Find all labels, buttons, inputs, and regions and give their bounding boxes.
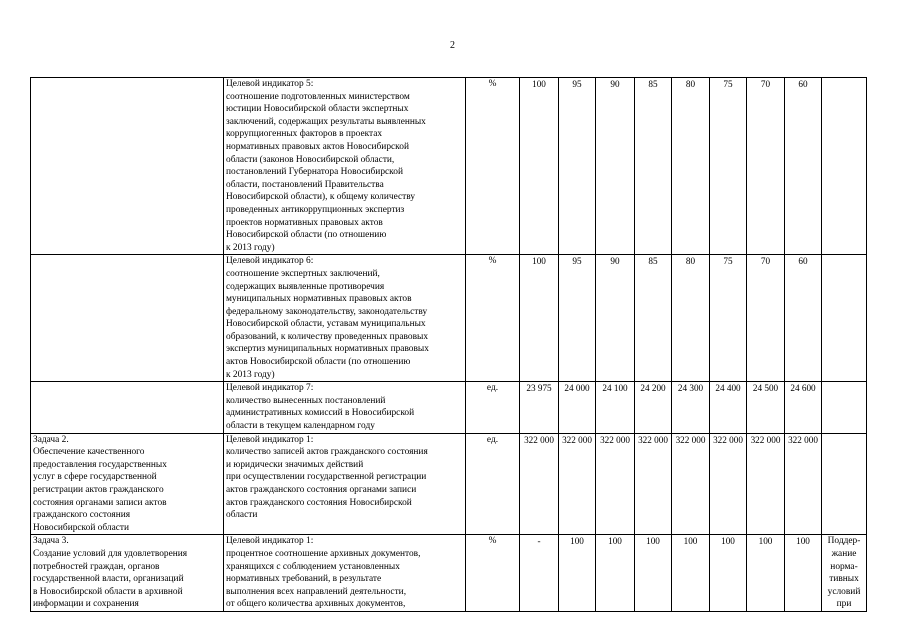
task-cell bbox=[31, 382, 224, 433]
unit-cell: % bbox=[466, 78, 520, 255]
value-cell: 75 bbox=[710, 255, 747, 382]
page-number: 2 bbox=[450, 40, 455, 51]
unit-cell: % bbox=[466, 255, 520, 382]
table-row bbox=[31, 78, 867, 255]
value-cell: 95 bbox=[559, 255, 596, 382]
value-cell: 322 000 bbox=[747, 433, 785, 535]
value-cell: 100 bbox=[672, 535, 710, 612]
value-cell: 90 bbox=[596, 255, 635, 382]
value-cell: 70 bbox=[747, 255, 785, 382]
value-cell: 322 000 bbox=[785, 433, 822, 535]
value-cell: 322 000 bbox=[672, 433, 710, 535]
value-cell: 100 bbox=[596, 535, 635, 612]
value-cell: 80 bbox=[672, 78, 710, 255]
note-cell bbox=[822, 433, 867, 535]
value-cell: 100 bbox=[710, 535, 747, 612]
value-cell: 24 400 bbox=[710, 382, 747, 433]
task-cell bbox=[31, 78, 224, 255]
value-cell: 90 bbox=[596, 78, 635, 255]
unit-cell: ед. bbox=[466, 433, 520, 535]
value-cell: 24 100 bbox=[596, 382, 635, 433]
value-cell: 24 500 bbox=[747, 382, 785, 433]
unit-cell: % bbox=[466, 535, 520, 612]
table-row bbox=[31, 382, 867, 433]
indicator-cell: Целевой индикатор 1: количество записей актов гражданского состояния и юридически значимых действий при осуществлении государственной регистрации актов гражданского состояния органами записи актов гражданского состояния Новосибирской области bbox=[224, 433, 466, 535]
value-cell: 100 bbox=[785, 535, 822, 612]
table-row bbox=[31, 535, 867, 612]
value-cell: 100 bbox=[635, 535, 672, 612]
value-cell: 100 bbox=[520, 255, 559, 382]
value-cell: 322 000 bbox=[520, 433, 559, 535]
value-cell: 322 000 bbox=[635, 433, 672, 535]
value-cell: 100 bbox=[559, 535, 596, 612]
value-cell: 24 200 bbox=[635, 382, 672, 433]
value-cell: 70 bbox=[747, 78, 785, 255]
value-cell: 85 bbox=[635, 78, 672, 255]
value-cell: 60 bbox=[785, 255, 822, 382]
indicator-cell: Целевой индикатор 5: соотношение подготовленных министерством юстиции Новосибирской области экспертных заключений, содержащих результаты выявленных коррупциогенных факторов в проектах нормативных правовых актов Новосибирской области (законов Новосибирской области, постановлений Губернатора Новосибирской области, постановлений Правительства Новосибирской области), к общему количеству проведенных антикоррупционных экспертиз проектов нормативных правовых актов Новосибирской области (по отношению к 2013 году) bbox=[224, 78, 466, 255]
value-cell: - bbox=[520, 535, 559, 612]
note-cell bbox=[822, 382, 867, 433]
value-cell: 100 bbox=[747, 535, 785, 612]
value-cell: 80 bbox=[672, 255, 710, 382]
value-cell: 322 000 bbox=[559, 433, 596, 535]
value-cell: 322 000 bbox=[596, 433, 635, 535]
value-cell: 85 bbox=[635, 255, 672, 382]
task-cell: Задача 3. Создание условий для удовлетворения потребностей граждан, органов государственной власти, организаций в Новосибирской области в архивной информации и сохранения bbox=[31, 535, 224, 612]
note-cell bbox=[822, 255, 867, 382]
value-cell: 95 bbox=[559, 78, 596, 255]
value-cell: 23 975 bbox=[520, 382, 559, 433]
unit-cell: ед. bbox=[466, 382, 520, 433]
note-cell: Поддер- жание норма- тивных условий при bbox=[822, 535, 867, 612]
value-cell: 24 300 bbox=[672, 382, 710, 433]
indicator-cell: Целевой индикатор 1: процентное соотношение архивных документов, хранящихся с соблюдением установленных нормативных требований, в результате выполнения всех направлений деятельности, от общего количества архивных документов, bbox=[224, 535, 466, 612]
value-cell: 100 bbox=[520, 78, 559, 255]
task-cell: Задача 2. Обеспечение качественного предоставления государственных услуг в сфере государственной регистрации актов гражданского состояния органами записи актов гражданского состояния Новосибирской области bbox=[31, 433, 224, 535]
value-cell: 24 000 bbox=[559, 382, 596, 433]
indicator-cell: Целевой индикатор 6: соотношение экспертных заключений, содержащих выявленные противоречия муниципальных нормативных правовых актов федеральному законодательству, законодательству Новосибирской области, уставам муниципальных образований, к количеству проведенных правовых экспертиз муниципальных нормативных правовых актов Новосибирской области (по отношению к 2013 году) bbox=[224, 255, 466, 382]
table-row bbox=[31, 433, 867, 535]
indicator-cell: Целевой индикатор 7: количество вынесенных постановлений административных комиссий в Новосибирской области в текущем календарном году bbox=[224, 382, 466, 433]
task-cell bbox=[31, 255, 224, 382]
indicators-table bbox=[30, 77, 867, 612]
value-cell: 322 000 bbox=[710, 433, 747, 535]
value-cell: 75 bbox=[710, 78, 747, 255]
table-row bbox=[31, 255, 867, 382]
note-cell bbox=[822, 78, 867, 255]
value-cell: 24 600 bbox=[785, 382, 822, 433]
value-cell: 60 bbox=[785, 78, 822, 255]
